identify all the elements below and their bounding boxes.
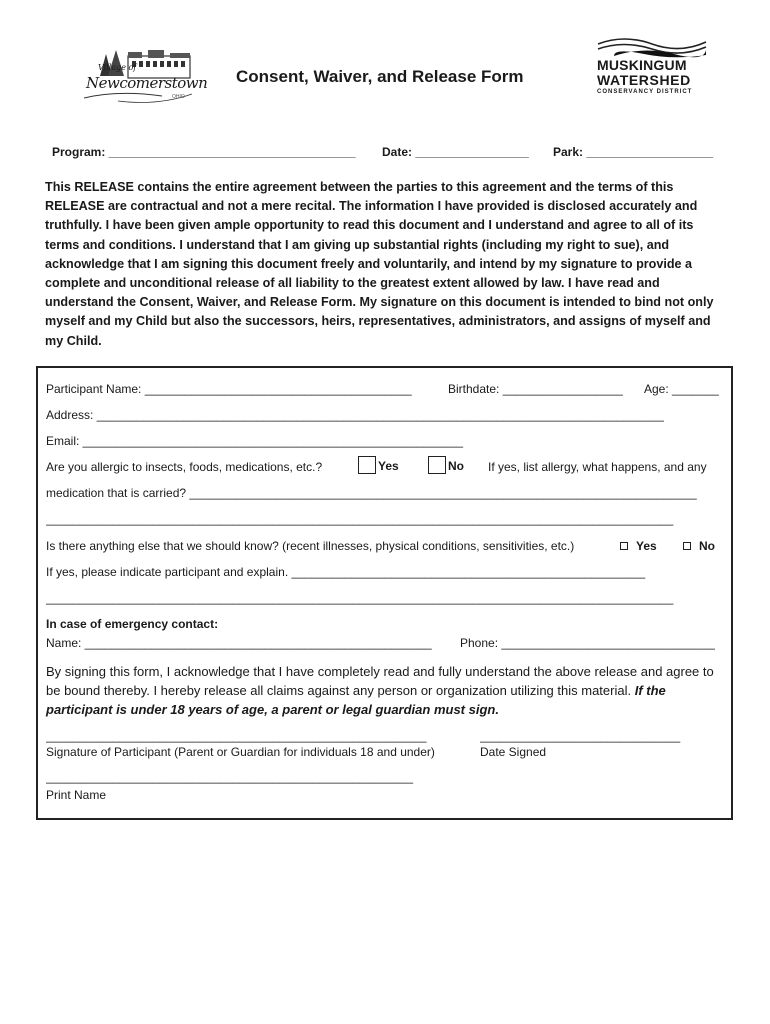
mwcd-logo-line3: CONSERVANCY DISTRICT (597, 89, 693, 95)
know-no-checkbox[interactable] (683, 542, 691, 550)
date-signed-line[interactable]: ______________________________ (480, 729, 681, 743)
age-field[interactable]: Age: _______ (644, 382, 719, 396)
participant-name-field[interactable]: Participant Name: ________________________________________ (46, 382, 412, 396)
acknowledgement-emphasis: If the participant is under 18 years of age, a parent or legal guardian must sign. (46, 683, 666, 717)
acknowledgement (46, 662, 726, 719)
allergy-question: Are you allergic to insects, foods, medications, etc.? (46, 460, 323, 474)
village-logo (78, 46, 208, 106)
mwcd-logo-line1: MUSKINGUM (597, 57, 687, 73)
program-field[interactable]: Program: _____________________________________ (52, 145, 356, 159)
know-no-label: No (699, 539, 715, 553)
print-name-label: Print Name (46, 788, 107, 802)
emergency-heading: In case of emergency contact: (46, 617, 219, 631)
mwcd-logo-line2: WATERSHED (597, 72, 691, 88)
know-question: Is there anything else that we should know? (recent illnesses, physical conditions, sensitivities, etc.) (46, 539, 575, 553)
emergency-name-field[interactable]: Name: ____________________________________________________ (46, 636, 432, 650)
know-yes-label: Yes (636, 539, 657, 553)
know-yes-option[interactable] (620, 539, 657, 553)
address-field[interactable]: Address: _____________________________________________________________________________________ (46, 408, 664, 422)
email-field[interactable]: Email: _________________________________________________________ (46, 434, 464, 448)
mwcd-logo-waves-icon (594, 36, 710, 58)
date-field[interactable]: Date: _________________ (382, 145, 529, 159)
medication-field[interactable]: medication that is carried? ____________________________________________________________________________ (46, 486, 697, 500)
village-logo-small-script: Village of (98, 63, 137, 72)
print-name-line[interactable]: _______________________________________________________ (46, 770, 414, 784)
park-field[interactable]: Park: ___________________ (553, 145, 714, 159)
village-logo-tagline: OHIO (172, 94, 185, 100)
allergy-yes-option[interactable] (358, 456, 399, 474)
know-yes-checkbox[interactable] (620, 542, 628, 550)
village-logo-big-script: Newcomerstown (86, 74, 208, 92)
know-no-option[interactable] (683, 539, 715, 553)
allergy-yes-checkbox[interactable] (358, 456, 376, 474)
allergy-no-checkbox[interactable] (428, 456, 446, 474)
signature-line[interactable]: _________________________________________________________ (46, 729, 427, 743)
birthdate-field[interactable]: Birthdate: __________________ (448, 382, 623, 396)
allergy-no-option[interactable] (428, 456, 464, 474)
acknowledgement-text: By signing this form, I acknowledge that I have completely read and fully understand the above release and agree to be bound thereby. I hereby release all claims against any person or organization utilizing this material. (46, 664, 714, 698)
indicate-blank-line[interactable]: ______________________________________________________________________________________________ (46, 591, 674, 605)
signature-label: Signature of Participant (Parent or Guardian for individuals 18 and under) (46, 745, 435, 759)
indicate-field[interactable]: If yes, please indicate participant and explain. _____________________________________________________ (46, 565, 646, 579)
emergency-phone-field[interactable]: Phone: ________________________________ (460, 636, 715, 650)
allergy-yes-label: Yes (378, 459, 399, 473)
page-title: Consent, Waiver, and Release Form (236, 67, 524, 86)
allergy-followup: If yes, list allergy, what happens, and any (488, 460, 707, 474)
mwcd-logo (594, 36, 710, 102)
allergy-no-label: No (448, 459, 464, 473)
release-text: This RELEASE contains the entire agreement between the parties to this agreement and the terms of this RELEASE are contractual and not a mere recital. The information I have provided is disclosed accurately and truthfully. I have been given ample opportunity to read this document and I understand and agree to all of its terms and conditions. I understand that I am giving up substantial rights (including my right to sue), and acknowledge that I am signing this document freely and voluntarily, and intend by my signature to provide a complete and unconditional release of all liability to the greatest extent allowed by law. I have read and understand the Consent, Waiver, and Release Form. My signature on this document is intended to bind not only myself and my Child but also the successors, heirs, representatives, administrators, and assigns of myself and my Child. (45, 180, 714, 348)
participant-form (36, 366, 733, 820)
date-signed-label: Date Signed (480, 745, 547, 759)
allergy-blank-line[interactable]: ______________________________________________________________________________________________ (46, 512, 674, 526)
